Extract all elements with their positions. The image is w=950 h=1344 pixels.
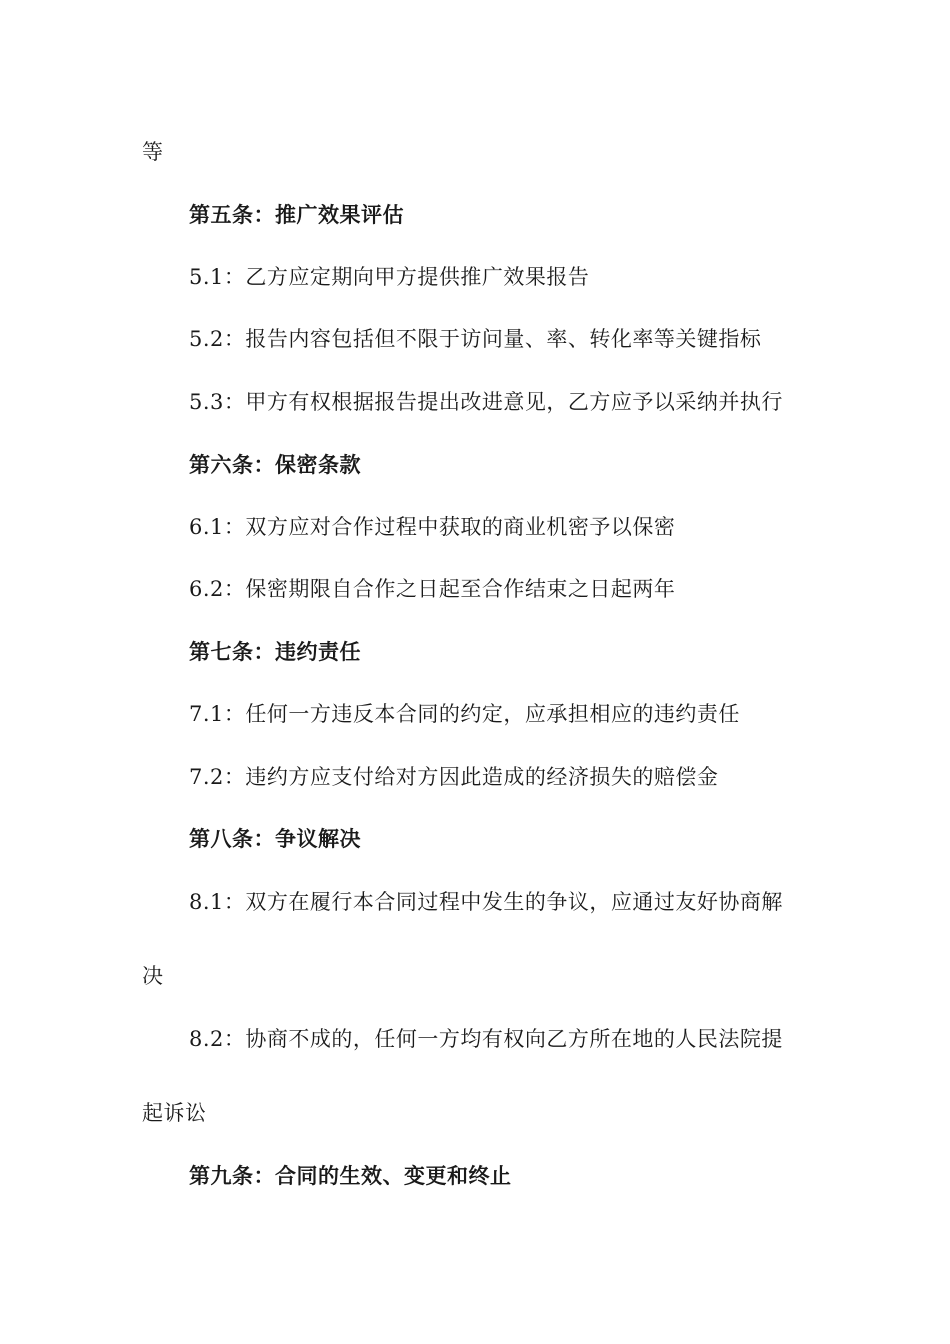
- section-heading-7: 第七条：违约责任: [189, 640, 361, 664]
- section-heading-9: 第九条：合同的生效、变更和终止: [189, 1164, 512, 1188]
- clause-8-2: 8.2：协商不成的，任何一方均有权向乙方所在地的人民法院提: [189, 1027, 783, 1051]
- continuation-line: 决: [142, 964, 164, 988]
- clause-7-1: 7.1：任何一方违反本合同的约定，应承担相应的违约责任: [189, 702, 740, 726]
- continuation-line: 起诉讼: [142, 1101, 207, 1125]
- clause-5-1: 5.1：乙方应定期向甲方提供推广效果报告: [189, 265, 590, 289]
- continuation-line: 等: [142, 140, 164, 164]
- clause-5-3: 5.3：甲方有权根据报告提出改进意见，乙方应予以采纳并执行: [189, 390, 783, 414]
- section-heading-6: 第六条：保密条款: [189, 453, 361, 477]
- clause-7-2: 7.2：违约方应支付给对方因此造成的经济损失的赔偿金: [189, 765, 719, 789]
- clause-5-2: 5.2：报告内容包括但不限于访问量、率、转化率等关键指标: [189, 327, 762, 351]
- clause-8-1: 8.1：双方在履行本合同过程中发生的争议，应通过友好协商解: [189, 890, 783, 914]
- clause-6-1: 6.1：双方应对合作过程中获取的商业机密予以保密: [189, 515, 676, 539]
- section-heading-5: 第五条：推广效果评估: [189, 203, 404, 227]
- section-heading-8: 第八条：争议解决: [189, 827, 361, 851]
- clause-6-2: 6.2：保密期限自合作之日起至合作结束之日起两年: [189, 577, 676, 601]
